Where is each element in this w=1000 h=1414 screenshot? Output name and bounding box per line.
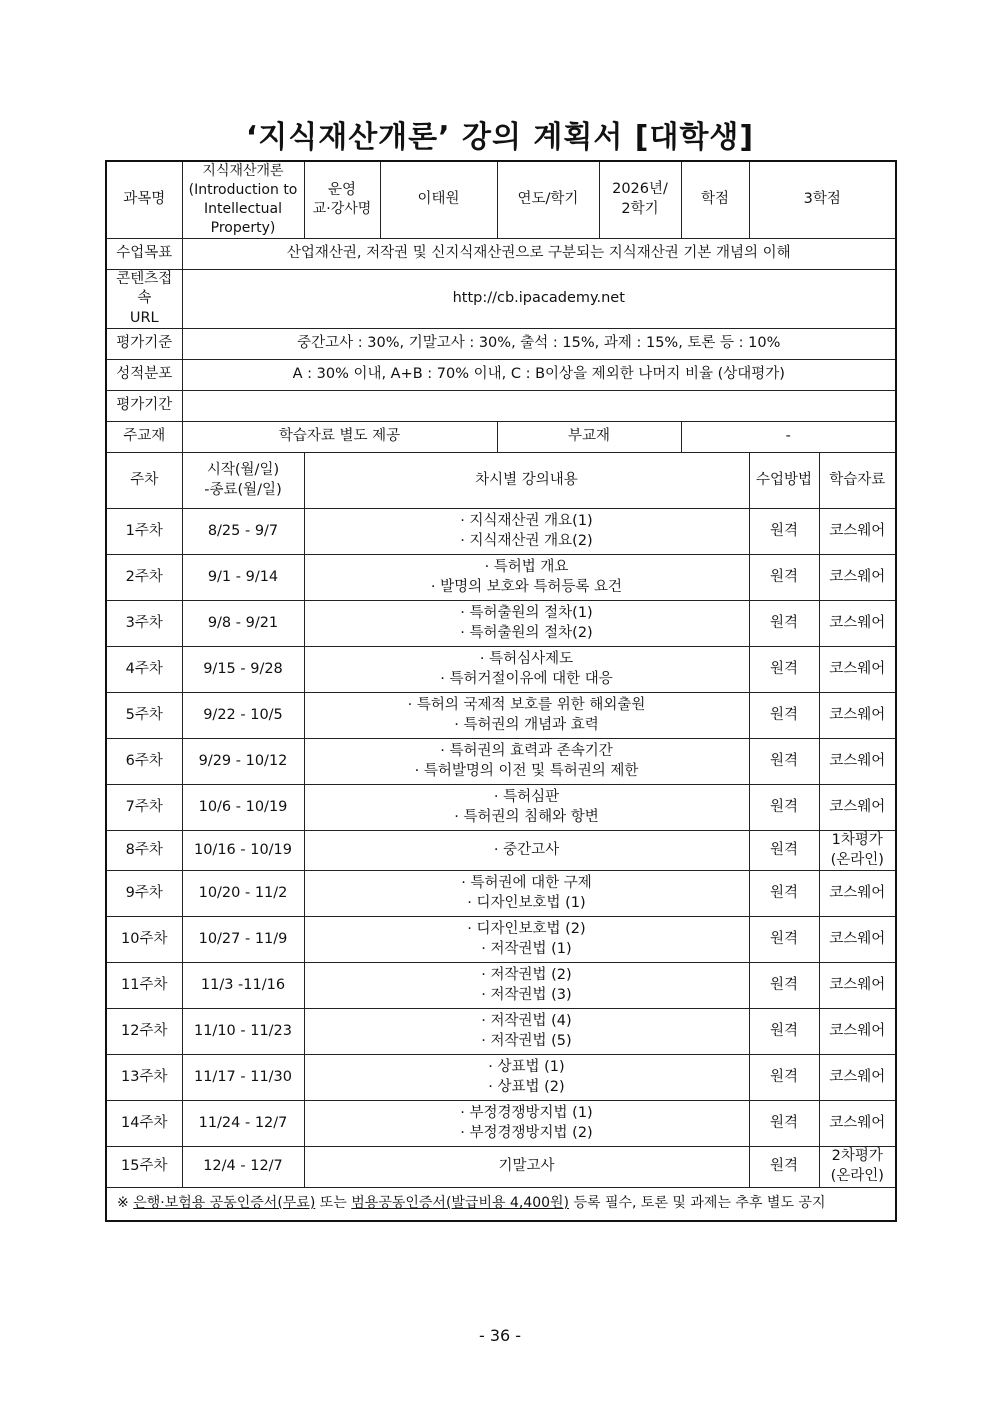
lecture-topic: · 특허권의 효력과 존속기간 (440, 743, 613, 760)
term-value-2: 2학기 (621, 200, 659, 217)
syllabus-table (105, 160, 897, 1222)
week-cell: 8주차 (106, 831, 182, 871)
instructor-label-cell (304, 161, 380, 238)
week-cell: 1주차 (106, 509, 182, 555)
lecture-content-cell (304, 739, 749, 785)
footnote-or: 또는 (319, 1195, 347, 1212)
lecture-content-cell (304, 1009, 749, 1055)
date-range-cell: 11/3 -11/16 (182, 963, 304, 1009)
date-range-cell: 9/29 - 10/12 (182, 739, 304, 785)
url-label-1: 콘텐츠접속 (116, 270, 173, 307)
material-cell: 코스웨어 (819, 601, 896, 647)
schedule-row (106, 963, 896, 1009)
lecture-topic: · 상표법 (1) (488, 1059, 565, 1076)
date-range-cell: 11/17 - 11/30 (182, 1055, 304, 1101)
week-cell: 12주차 (106, 1009, 182, 1055)
lecture-content-cell (304, 785, 749, 831)
distribution-row (106, 360, 896, 391)
url-label-2: URL (129, 309, 159, 326)
material-cell: 2차평가(온라인) (819, 1147, 896, 1187)
main-text-label: 주교재 (106, 422, 182, 453)
lecture-topic: · 중간고사 (493, 842, 560, 859)
lecture-topic: · 저작권법 (4) (481, 1013, 572, 1030)
grading-text: 중간고사 : 30%, 기말고사 : 30%, 출석 : 15%, 과제 : 15%, 토론 등 : 10% (182, 329, 896, 360)
sub-text-label: 부교재 (497, 422, 681, 453)
page-title: ‘지식재산개론’ 강의 계획서 [대학생] (245, 120, 755, 155)
material-cell: 코스웨어 (819, 555, 896, 601)
method-cell: 원격 (749, 1101, 819, 1147)
course-info-row (106, 161, 896, 238)
term-value-cell (599, 161, 681, 238)
date-range-cell: 12/4 - 12/7 (182, 1147, 304, 1187)
lecture-topic: · 저작권법 (5) (481, 1032, 572, 1049)
method-cell: 원격 (749, 831, 819, 871)
schedule-row (106, 871, 896, 917)
material-cell: 코스웨어 (819, 871, 896, 917)
method-cell: 원격 (749, 693, 819, 739)
material-cell: 코스웨어 (819, 785, 896, 831)
lecture-topic: 기말고사 (498, 1158, 555, 1175)
objective-row (106, 238, 896, 269)
lecture-topic: · 지식재산권 개요(1) (460, 513, 593, 530)
period-value (182, 391, 896, 422)
footnote (106, 1187, 896, 1221)
lecture-topic: · 부정경쟁방지법 (2) (460, 1124, 593, 1141)
material-cell: 코스웨어 (819, 1009, 896, 1055)
instructor-label-2: 교·강사명 (312, 201, 372, 218)
material-cell: 코스웨어 (819, 693, 896, 739)
footnote-row (106, 1187, 896, 1221)
date-range-cell: 9/15 - 9/28 (182, 647, 304, 693)
lecture-topic: · 특허심판 (493, 789, 560, 806)
method-cell: 원격 (749, 1009, 819, 1055)
header-date-2: -종료(월/일) (204, 481, 282, 498)
textbook-row (106, 422, 896, 453)
term-value-1: 2026년/ (612, 181, 668, 198)
week-cell: 6주차 (106, 739, 182, 785)
lecture-content-cell (304, 917, 749, 963)
date-range-cell: 11/24 - 12/7 (182, 1101, 304, 1147)
objective-label: 수업목표 (106, 238, 182, 269)
lecture-topic: · 발명의 보호와 특허등록 요건 (430, 578, 623, 595)
method-cell: 원격 (749, 1055, 819, 1101)
schedule-row (106, 1009, 896, 1055)
date-range-cell: 10/16 - 10/19 (182, 831, 304, 871)
lecture-topic: · 특허거절이유에 대한 대응 (440, 670, 613, 687)
lecture-content-cell (304, 871, 749, 917)
lecture-topic: · 특허심사제도 (479, 651, 574, 668)
week-cell: 7주차 (106, 785, 182, 831)
schedule-row (106, 647, 896, 693)
page-number: - 36 - (478, 1326, 522, 1345)
content-url-link[interactable]: http://cb.ipacademy.net (182, 269, 896, 329)
lecture-topic: · 특허권의 개념과 효력 (454, 716, 599, 733)
week-cell: 5주차 (106, 693, 182, 739)
method-cell: 원격 (749, 601, 819, 647)
material-cell: 코스웨어 (819, 1101, 896, 1147)
lecture-topic: · 저작권법 (2) (481, 967, 572, 984)
method-cell: 원격 (749, 555, 819, 601)
method-cell: 원격 (749, 917, 819, 963)
instructor-name: 이태원 (380, 161, 497, 238)
lecture-topic: · 부정경쟁방지법 (1) (460, 1105, 593, 1122)
lecture-topic: · 특허권에 대한 구제 (461, 875, 592, 892)
week-cell: 13주차 (106, 1055, 182, 1101)
week-cell: 4주차 (106, 647, 182, 693)
url-row (106, 269, 896, 329)
distribution-text: A : 30% 이내, A+B : 70% 이내, C : B이상을 제외한 나머지 비율 (상대평가) (182, 360, 896, 391)
lecture-content-cell (304, 647, 749, 693)
schedule-row (106, 1147, 896, 1187)
header-week: 주차 (106, 453, 182, 509)
lecture-topic: · 특허법 개요 (484, 559, 569, 576)
schedule-row (106, 693, 896, 739)
lecture-topic: · 디자인보호법 (1) (467, 894, 586, 911)
method-cell: 원격 (749, 739, 819, 785)
footnote-mark: ※ (117, 1195, 129, 1212)
header-material: 학습자료 (819, 453, 896, 509)
lecture-content-cell (304, 831, 749, 871)
lecture-topic: · 특허출원의 절차(1) (460, 605, 593, 622)
material-cell: 코스웨어 (819, 963, 896, 1009)
method-cell: 원격 (749, 509, 819, 555)
term-label: 연도/학기 (497, 161, 599, 238)
date-range-cell: 9/8 - 9/21 (182, 601, 304, 647)
footnote-cert-2: 범용공동인증서(발급비용 4,400원) (351, 1195, 570, 1212)
date-range-cell: 10/27 - 11/9 (182, 917, 304, 963)
week-cell: 9주차 (106, 871, 182, 917)
lecture-topic: · 저작권법 (3) (481, 986, 572, 1003)
lecture-topic: · 특허권의 침해와 항변 (454, 808, 599, 825)
method-cell: 원격 (749, 647, 819, 693)
date-range-cell: 9/22 - 10/5 (182, 693, 304, 739)
week-cell: 11주차 (106, 963, 182, 1009)
lecture-content-cell (304, 693, 749, 739)
header-content: 차시별 강의내용 (304, 453, 749, 509)
period-label: 평가기간 (106, 391, 182, 422)
date-range-cell: 8/25 - 9/7 (182, 509, 304, 555)
course-name: 지식재산개론 (202, 163, 284, 179)
schedule-row (106, 831, 896, 871)
lecture-topic: · 특허의 국제적 보호를 위한 해외출원 (407, 697, 646, 714)
objective-text: 산업재산권, 저작권 및 신지식재산권으로 구분되는 지식재산권 기본 개념의 이해 (182, 238, 896, 269)
schedule-row (106, 1055, 896, 1101)
header-date-1: 시작(월/일) (206, 462, 280, 479)
grading-row (106, 329, 896, 360)
schedule-row (106, 1101, 896, 1147)
credit-label: 학점 (681, 161, 749, 238)
date-range-cell: 10/6 - 10/19 (182, 785, 304, 831)
schedule-row (106, 601, 896, 647)
lecture-content-cell (304, 1147, 749, 1187)
grading-label: 평가기준 (106, 329, 182, 360)
week-cell: 2주차 (106, 555, 182, 601)
footnote-cert-1: 은행·보험용 공동인증서(무료) (133, 1195, 316, 1212)
lecture-topic: · 지식재산권 개요(2) (460, 532, 593, 549)
material-cell: 1차평가(온라인) (819, 831, 896, 871)
url-label-cell (106, 269, 182, 329)
sub-text-value: - (681, 422, 896, 453)
schedule-row (106, 555, 896, 601)
week-cell: 10주차 (106, 917, 182, 963)
schedule-row (106, 509, 896, 555)
lecture-content-cell (304, 1101, 749, 1147)
material-cell: 코스웨어 (819, 739, 896, 785)
date-range-cell: 10/20 - 11/2 (182, 871, 304, 917)
material-cell: 코스웨어 (819, 647, 896, 693)
week-cell: 3주차 (106, 601, 182, 647)
lecture-topic: · 상표법 (2) (488, 1078, 565, 1095)
week-cell: 14주차 (106, 1101, 182, 1147)
week-cell: 15주차 (106, 1147, 182, 1187)
main-text-value: 학습자료 별도 제공 (182, 422, 497, 453)
method-cell: 원격 (749, 785, 819, 831)
material-cell: 코스웨어 (819, 917, 896, 963)
course-label: 과목명 (106, 161, 182, 238)
course-name-en-2: Intellectual Property) (203, 200, 283, 236)
lecture-content-cell (304, 509, 749, 555)
header-dates-cell (182, 453, 304, 509)
lecture-content-cell (304, 601, 749, 647)
lecture-topic: · 특허발명의 이전 및 특허권의 제한 (414, 762, 639, 779)
course-name-en-1: (Introduction to (188, 181, 298, 198)
instructor-label-1: 운영 (327, 181, 356, 198)
method-cell: 원격 (749, 1147, 819, 1187)
course-name-cell (182, 161, 304, 238)
method-cell: 원격 (749, 963, 819, 1009)
header-method: 수업방법 (749, 453, 819, 509)
schedule-header-row (106, 453, 896, 509)
lecture-content-cell (304, 963, 749, 1009)
period-row (106, 391, 896, 422)
lecture-topic: · 저작권법 (1) (481, 940, 572, 957)
lecture-topic: · 특허출원의 절차(2) (460, 624, 593, 641)
credit-value: 3학점 (749, 161, 896, 238)
lecture-content-cell (304, 555, 749, 601)
lecture-content-cell (304, 1055, 749, 1101)
material-cell: 코스웨어 (819, 1055, 896, 1101)
schedule-row (106, 785, 896, 831)
lecture-topic: · 디자인보호법 (2) (467, 921, 586, 938)
method-cell: 원격 (749, 871, 819, 917)
date-range-cell: 9/1 - 9/14 (182, 555, 304, 601)
footnote-rest: 등록 필수, 토론 및 과제는 추후 별도 공지 (573, 1195, 826, 1212)
date-range-cell: 11/10 - 11/23 (182, 1009, 304, 1055)
schedule-row (106, 739, 896, 785)
material-cell: 코스웨어 (819, 509, 896, 555)
distribution-label: 성적분포 (106, 360, 182, 391)
schedule-row (106, 917, 896, 963)
